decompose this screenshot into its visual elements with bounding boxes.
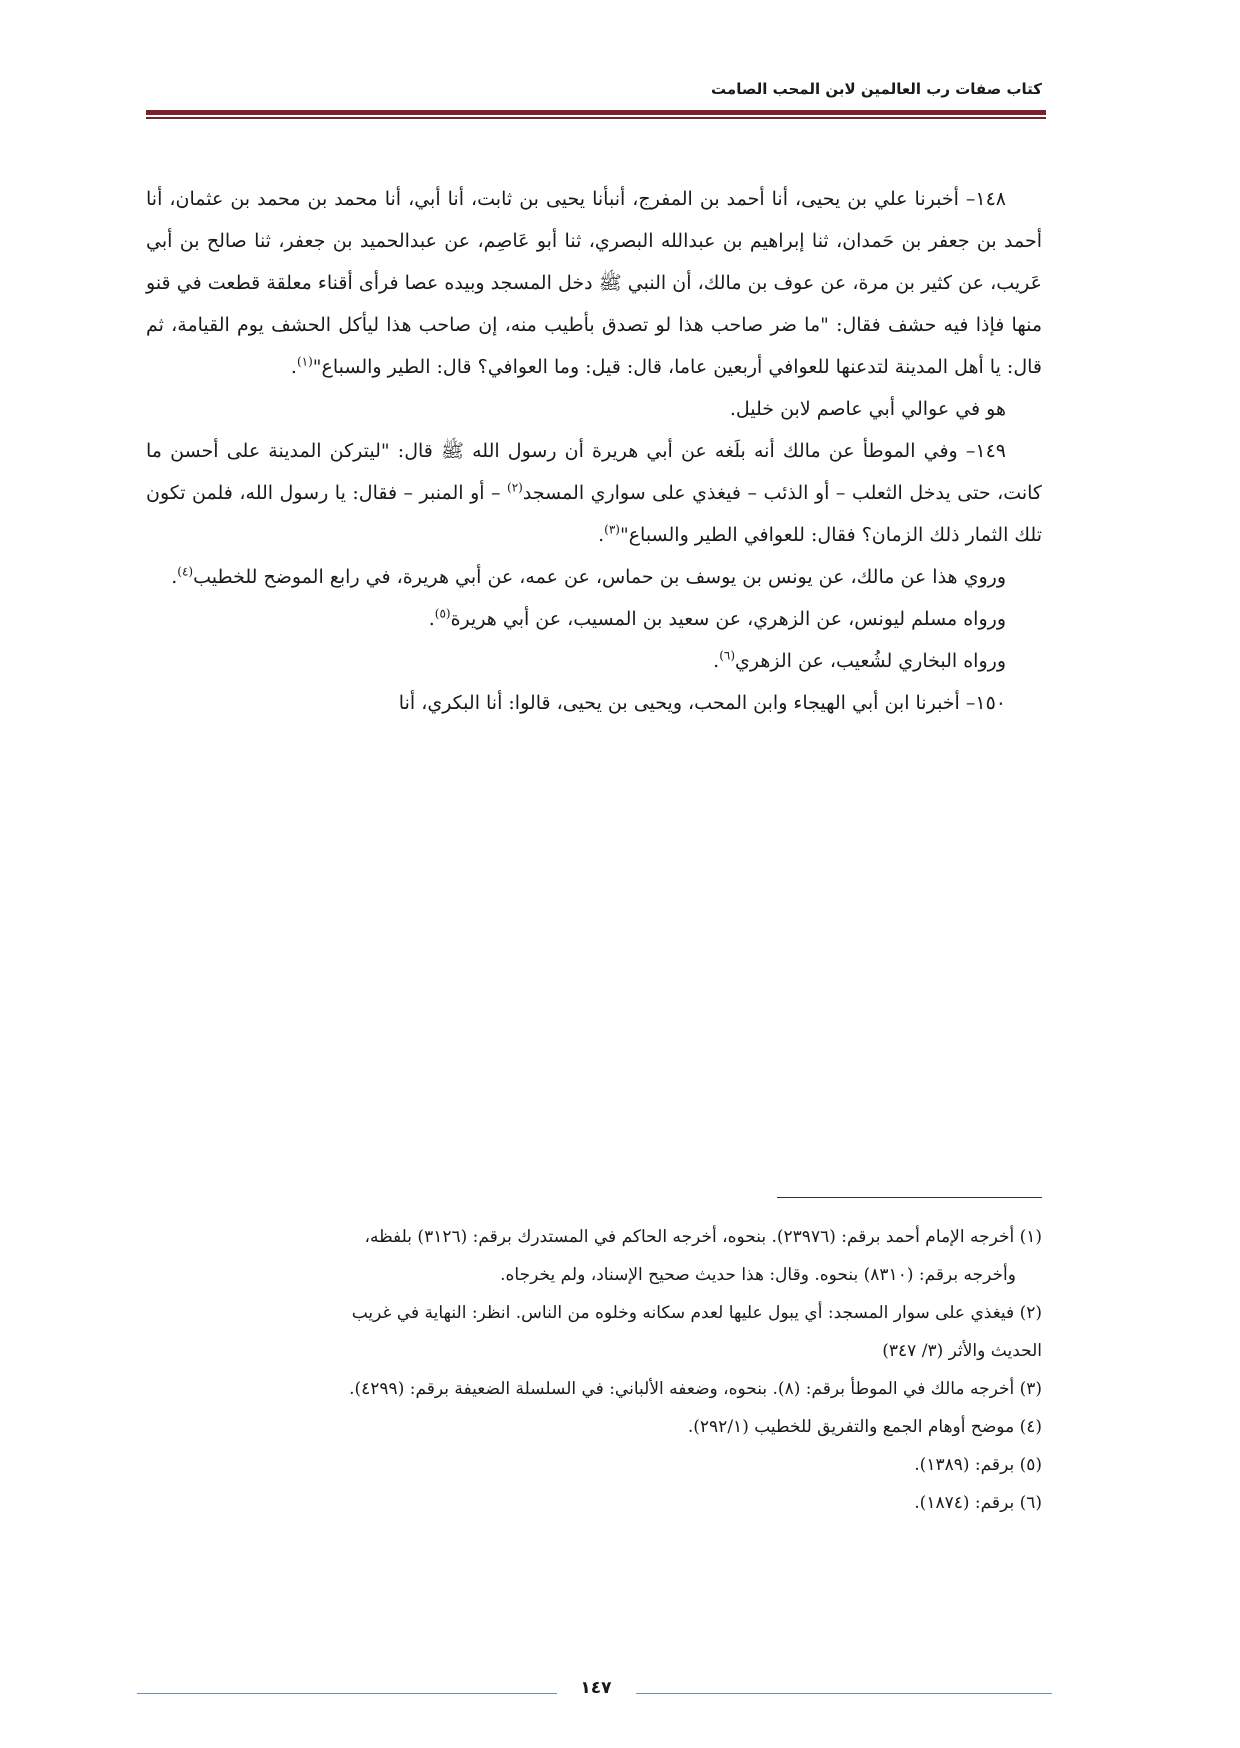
- footnote-2-line-2: الحديث والأثر (٣/ ٣٤٧): [882, 1341, 1042, 1361]
- header-rule-thick: [146, 110, 1046, 115]
- running-header-title: كتاب صفات رب العالمين لابن المحب الصامت: [711, 80, 1042, 98]
- footnote-separator: [777, 1197, 1042, 1198]
- footnote-1-line-2: وأخرجه برقم: (٨٣١٠) بنحوه. وقال: هذا حديث صحيح الإسناد، ولم يخرجاه.: [500, 1265, 1016, 1285]
- hadith-148-text: ١٤٨– أخبرنا علي بن يحيى، أنا أحمد بن المفرج، أنبأنا يحيى بن ثابت، أنا أبي، أنا محمد بن محمد بن عثمان، أنا أحمد بن جعفر بن حَمدان، ثنا إبراهيم بن عبدالله البصري، ثنا أبو عَاصِم، عن عبدالحميد بن جعفر، ثنا صالح بن أبي عَريب، عن كثير بن مرة، عن عوف بن مالك، أن النبي ﷺ دخل المسجد وبيده عصا فرأى أقناء معلقة قطعت في قنو منها فإذا فيه حشف فقال: "ما ضر صاحب هذا لو تصدق بأطيب منه، إن صاحب هذا ليأكل الحشف يوم القيامة، ثم قال: يا أهل المدينة لتدعنها للعوافي أربعين عاما، قال: قيل: وما العوافي؟ قال: الطير والسباع": [146, 188, 1042, 378]
- hadith-149-text-b: – أو المنبر – فقال: يا رسول الله، فلمن تكون تلك الثمار ذلك الزمان؟ فقال: للعوافي الطير والسباع": [146, 482, 1042, 546]
- footnote-ref-1[interactable]: (١): [296, 354, 313, 369]
- footnote-4: (٤) موضح أوهام الجمع والتفريق للخطيب (٢٩٢/١).: [687, 1417, 1042, 1437]
- footnote-5: (٥) برقم: (١٣٨٩).: [914, 1455, 1042, 1475]
- footnotes-section: [146, 1218, 1042, 1522]
- riwaya-malik-text: وروي هذا عن مالك، عن يونس بن يوسف بن حماس، عن عمه، عن أبي هريرة، في رابع الموضح للخطيب: [193, 566, 1006, 588]
- riwaya-muslim-period: .: [428, 608, 435, 630]
- footnote-ref-5[interactable]: (٥): [434, 606, 451, 621]
- footnote-2-line-1: (٢) فيغذي على سوار المسجد: أي يبول عليها لعدم سكانه وخلوه من الناس. انظر: النهاية في غريب: [351, 1303, 1042, 1323]
- hadith-148-period: .: [290, 356, 297, 378]
- footer-rule-left: [137, 1693, 557, 1694]
- riwaya-bukhari: [146, 640, 1042, 682]
- hadith-149: [146, 430, 1042, 556]
- footnote-6: (٦) برقم: (١٨٧٤).: [914, 1493, 1042, 1513]
- footnote-1-line-1: (١) أخرجه الإمام أحمد برقم: (٢٣٩٧٦). بنحوه، أخرجه الحاكم في المستدرك برقم: (٣١٢٦) بلفظه،: [364, 1227, 1042, 1247]
- hadith-148-note: هو في عوالي أبي عاصم لابن خليل.: [729, 398, 1006, 420]
- footnote-ref-3[interactable]: (٣): [604, 522, 620, 537]
- riwaya-muslim-text: ورواه مسلم ليونس، عن الزهري، عن سعيد بن المسيب، عن أبي هريرة: [450, 608, 1006, 630]
- header-rule-thin: [146, 117, 1046, 119]
- riwaya-muslim: [146, 598, 1042, 640]
- hadith-150: ١٥٠– أخبرنا ابن أبي الهيجاء وابن المحب، ويحيى بن يحيى، قالوا: أنا البكري، أنا: [398, 692, 1006, 714]
- hadith-149-text-a: ١٤٩– وفي الموطأ عن مالك أنه بلَغه عن أبي هريرة أن رسول الله ﷺ قال: "ليتركن المدينة على أحسن ما كانت، حتى يدخل الثعلب – أو الذئب – فيغذي على سواري المسجد: [146, 440, 1042, 504]
- page-number: ١٤٧: [580, 1678, 612, 1698]
- hadith-148: [146, 178, 1042, 388]
- hadith-149-period: .: [598, 524, 605, 546]
- main-text: [146, 178, 1042, 724]
- riwaya-malik-period: .: [171, 566, 178, 588]
- footnote-ref-2[interactable]: (٢): [507, 480, 523, 495]
- riwaya-bukhari-text: ورواه البخاري لشُعيب، عن الزهري: [735, 650, 1006, 672]
- footer-rule-right: [636, 1693, 1052, 1694]
- footnote-3: (٣) أخرجه مالك في الموطأ برقم: (٨). بنحوه، وضعفه الألباني: في السلسلة الضعيفة برقم: (٤٢٩٩).: [349, 1379, 1042, 1399]
- riwaya-bukhari-period: .: [713, 650, 720, 672]
- riwaya-malik: [146, 556, 1042, 598]
- footnote-ref-6[interactable]: (٦): [719, 648, 736, 663]
- footnote-ref-4[interactable]: (٤): [177, 564, 194, 579]
